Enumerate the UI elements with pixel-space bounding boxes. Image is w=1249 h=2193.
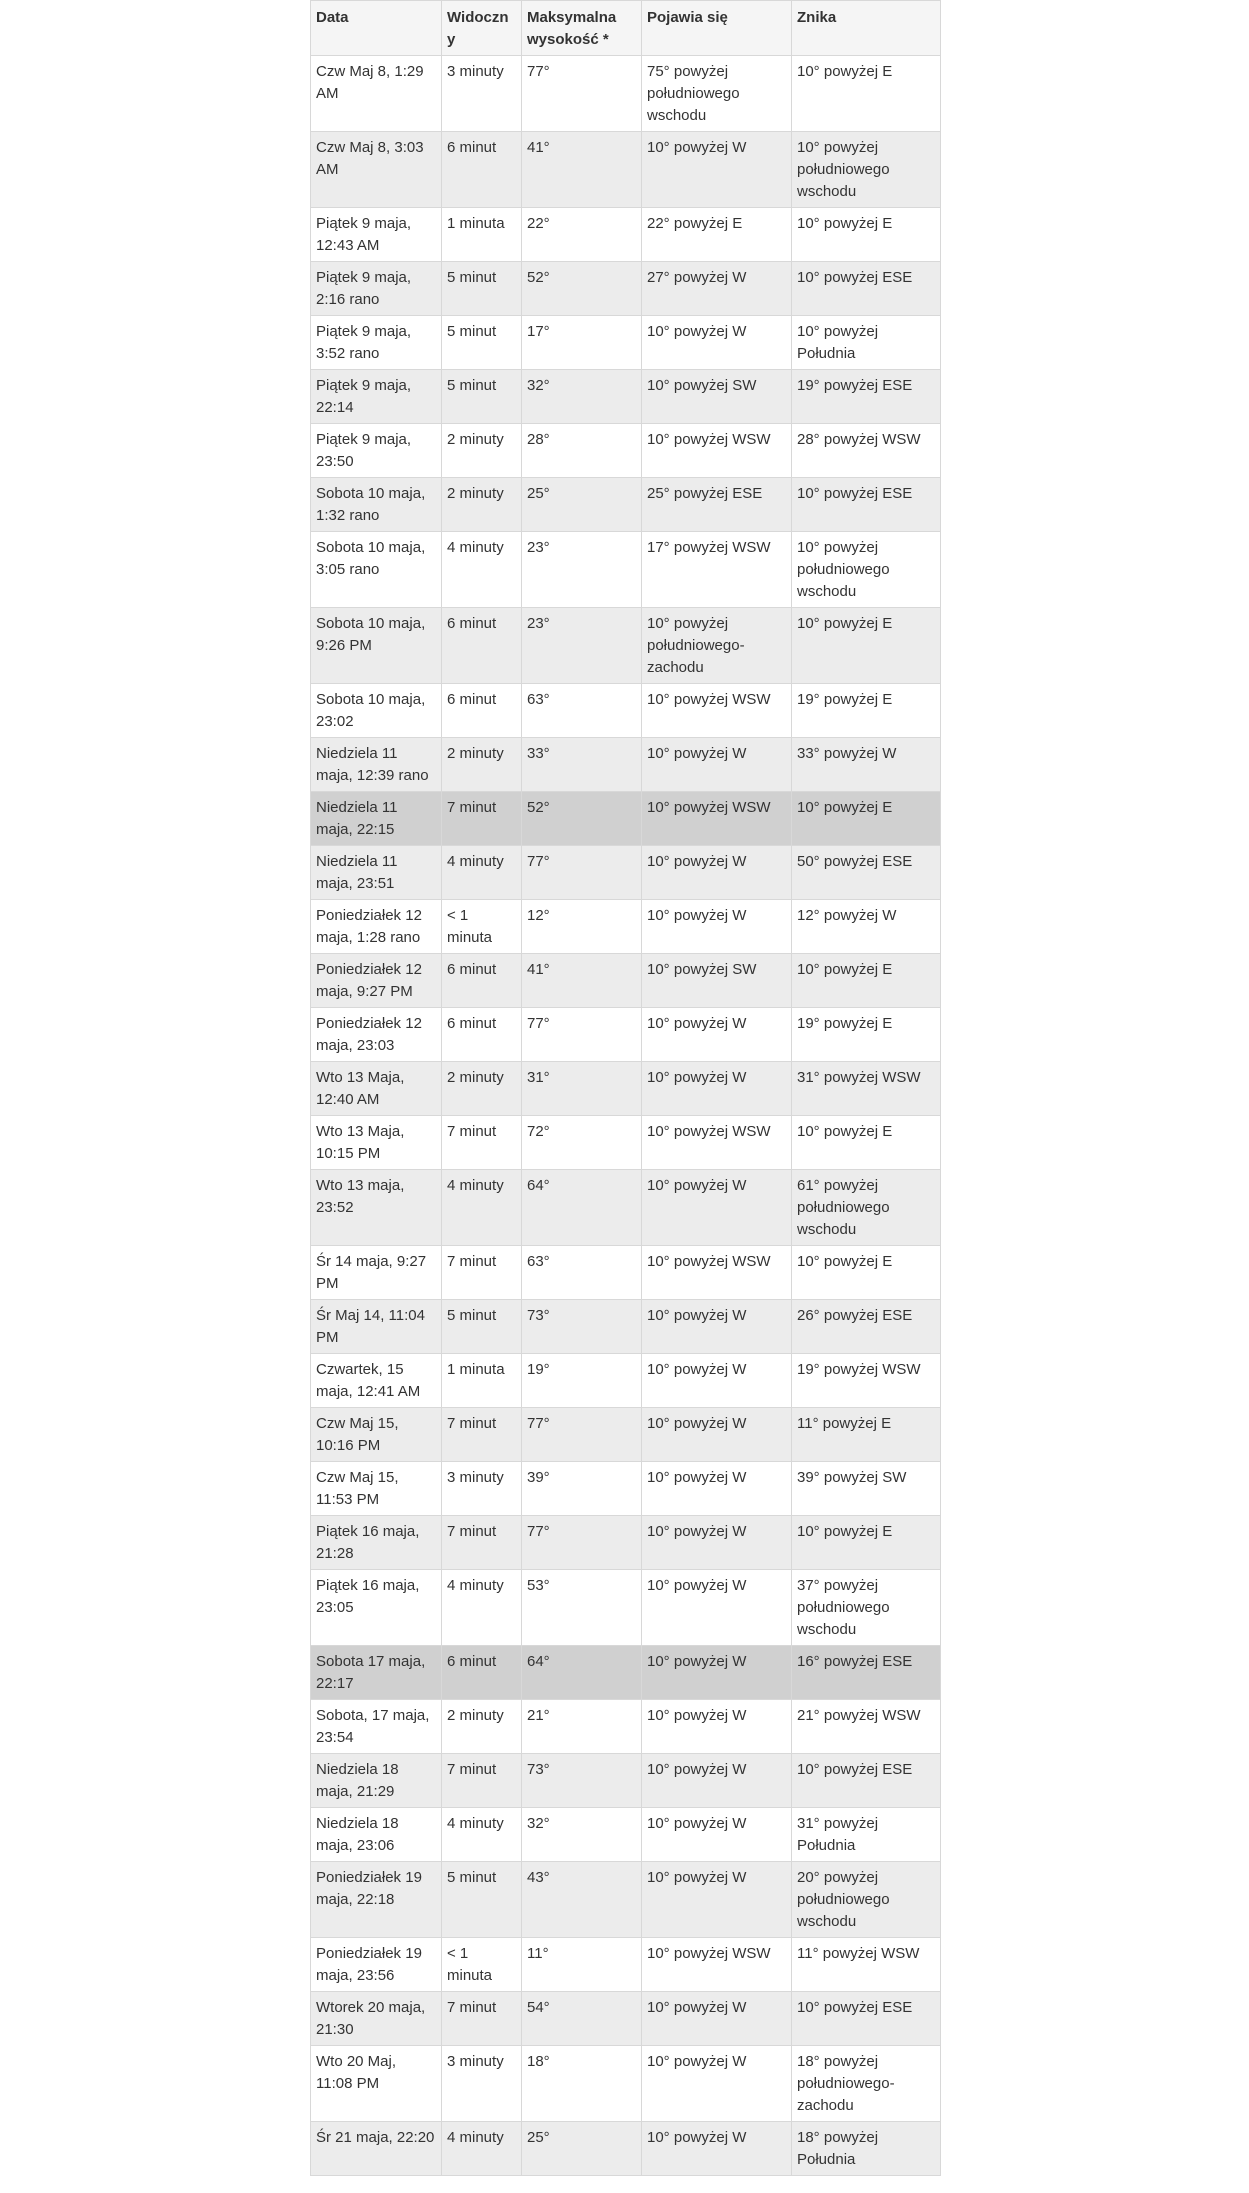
table-body [311, 56, 941, 2176]
cell-date: Poniedziałek 12 maja, 9:27 PM [311, 954, 442, 1008]
table-row [311, 608, 941, 684]
cell-disappears: 10° powyżej E [792, 1246, 941, 1300]
table-row [311, 846, 941, 900]
cell-appears: 10° powyżej W [642, 900, 792, 954]
cell-date: Piątek 9 maja, 22:14 [311, 370, 442, 424]
cell-max-height: 73° [522, 1300, 642, 1354]
cell-disappears: 10° powyżej ESE [792, 1992, 941, 2046]
cell-appears: 10° powyżej W [642, 846, 792, 900]
cell-visible: 2 minuty [442, 1700, 522, 1754]
table-row [311, 208, 941, 262]
cell-date: Sobota 10 maja, 1:32 rano [311, 478, 442, 532]
cell-date: Piątek 9 maja, 23:50 [311, 424, 442, 478]
cell-disappears: 18° powyżej Południa [792, 2122, 941, 2176]
cell-appears: 22° powyżej E [642, 208, 792, 262]
cell-visible: 4 minuty [442, 846, 522, 900]
cell-visible: 4 minuty [442, 2122, 522, 2176]
cell-appears: 10° powyżej W [642, 132, 792, 208]
cell-max-height: 28° [522, 424, 642, 478]
cell-date: Niedziela 11 maja, 23:51 [311, 846, 442, 900]
cell-visible: 7 minut [442, 792, 522, 846]
cell-appears: 10° powyżej W [642, 2046, 792, 2122]
cell-date: Niedziela 18 maja, 23:06 [311, 1808, 442, 1862]
cell-date: Niedziela 11 maja, 22:15 [311, 792, 442, 846]
cell-max-height: 31° [522, 1062, 642, 1116]
cell-max-height: 52° [522, 792, 642, 846]
cell-visible: 1 minuta [442, 208, 522, 262]
cell-appears: 10° powyżej WSW [642, 1116, 792, 1170]
table-row [311, 1992, 941, 2046]
cell-max-height: 72° [522, 1116, 642, 1170]
cell-date: Poniedziałek 12 maja, 1:28 rano [311, 900, 442, 954]
header-visible: Widoczny [442, 1, 522, 56]
table-row [311, 316, 941, 370]
cell-visible: < 1 minuta [442, 900, 522, 954]
cell-visible: 6 minut [442, 684, 522, 738]
cell-date: Piątek 9 maja, 2:16 rano [311, 262, 442, 316]
cell-disappears: 10° powyżej E [792, 608, 941, 684]
cell-max-height: 54° [522, 1992, 642, 2046]
header-appears: Pojawia się [642, 1, 792, 56]
cell-max-height: 25° [522, 2122, 642, 2176]
cell-date: Wto 13 Maja, 10:15 PM [311, 1116, 442, 1170]
sighting-table-container [310, 0, 940, 2176]
cell-appears: 10° powyżej W [642, 1808, 792, 1862]
header-date: Data [311, 1, 442, 56]
cell-disappears: 10° powyżej ESE [792, 262, 941, 316]
cell-max-height: 52° [522, 262, 642, 316]
cell-max-height: 64° [522, 1646, 642, 1700]
table-row [311, 1354, 941, 1408]
cell-appears: 10° powyżej W [642, 1408, 792, 1462]
cell-appears: 10° powyżej SW [642, 370, 792, 424]
cell-max-height: 23° [522, 532, 642, 608]
cell-date: Sobota 17 maja, 22:17 [311, 1646, 442, 1700]
header-max-height: Maksymalna wysokość * [522, 1, 642, 56]
table-row [311, 900, 941, 954]
cell-appears: 10° powyżej W [642, 1646, 792, 1700]
cell-appears: 10° powyżej W [642, 1354, 792, 1408]
table-row [311, 2122, 941, 2176]
cell-date: Sobota, 17 maja, 23:54 [311, 1700, 442, 1754]
cell-disappears: 19° powyżej WSW [792, 1354, 941, 1408]
cell-visible: < 1 minuta [442, 1938, 522, 1992]
cell-max-height: 18° [522, 2046, 642, 2122]
cell-disappears: 11° powyżej WSW [792, 1938, 941, 1992]
table-row [311, 1862, 941, 1938]
cell-disappears: 28° powyżej WSW [792, 424, 941, 478]
cell-visible: 3 minuty [442, 2046, 522, 2122]
cell-visible: 2 minuty [442, 478, 522, 532]
cell-disappears: 10° powyżej E [792, 208, 941, 262]
table-row [311, 132, 941, 208]
cell-disappears: 18° powyżej południowego-zachodu [792, 2046, 941, 2122]
cell-disappears: 20° powyżej południowego wschodu [792, 1862, 941, 1938]
cell-date: Czwartek, 15 maja, 12:41 AM [311, 1354, 442, 1408]
cell-date: Sobota 10 maja, 23:02 [311, 684, 442, 738]
cell-visible: 3 minuty [442, 1462, 522, 1516]
cell-date: Wto 13 Maja, 12:40 AM [311, 1062, 442, 1116]
table-row [311, 1462, 941, 1516]
table-row [311, 1516, 941, 1570]
cell-max-height: 11° [522, 1938, 642, 1992]
cell-visible: 2 minuty [442, 424, 522, 478]
cell-appears: 10° powyżej W [642, 2122, 792, 2176]
table-row [311, 1570, 941, 1646]
cell-date: Wtorek 20 maja, 21:30 [311, 1992, 442, 2046]
cell-date: Piątek 9 maja, 12:43 AM [311, 208, 442, 262]
cell-visible: 5 minut [442, 1300, 522, 1354]
cell-disappears: 50° powyżej ESE [792, 846, 941, 900]
cell-appears: 25° powyżej ESE [642, 478, 792, 532]
cell-max-height: 12° [522, 900, 642, 954]
cell-visible: 7 minut [442, 1516, 522, 1570]
cell-date: Poniedziałek 19 maja, 22:18 [311, 1862, 442, 1938]
cell-visible: 5 minut [442, 316, 522, 370]
cell-appears: 17° powyżej WSW [642, 532, 792, 608]
cell-appears: 10° powyżej W [642, 1862, 792, 1938]
cell-appears: 10° powyżej W [642, 1462, 792, 1516]
cell-appears: 10° powyżej W [642, 1170, 792, 1246]
table-row [311, 532, 941, 608]
cell-disappears: 10° powyżej E [792, 1116, 941, 1170]
cell-max-height: 39° [522, 1462, 642, 1516]
cell-date: Sobota 10 maja, 3:05 rano [311, 532, 442, 608]
cell-appears: 10° powyżej W [642, 1700, 792, 1754]
cell-appears: 10° powyżej południowego-zachodu [642, 608, 792, 684]
cell-disappears: 19° powyżej ESE [792, 370, 941, 424]
cell-visible: 1 minuta [442, 1354, 522, 1408]
cell-date: Czw Maj 8, 3:03 AM [311, 132, 442, 208]
cell-disappears: 19° powyżej E [792, 684, 941, 738]
cell-max-height: 63° [522, 684, 642, 738]
table-row [311, 1300, 941, 1354]
cell-disappears: 31° powyżej WSW [792, 1062, 941, 1116]
cell-date: Śr Maj 14, 11:04 PM [311, 1300, 442, 1354]
cell-visible: 3 minuty [442, 56, 522, 132]
cell-max-height: 77° [522, 56, 642, 132]
cell-appears: 10° powyżej SW [642, 954, 792, 1008]
cell-appears: 10° powyżej WSW [642, 792, 792, 846]
table-row [311, 56, 941, 132]
cell-appears: 10° powyżej W [642, 1992, 792, 2046]
cell-date: Sobota 10 maja, 9:26 PM [311, 608, 442, 684]
table-row [311, 424, 941, 478]
table-row [311, 792, 941, 846]
cell-disappears: 10° powyżej E [792, 792, 941, 846]
cell-max-height: 53° [522, 1570, 642, 1646]
table-row [311, 2046, 941, 2122]
cell-disappears: 10° powyżej E [792, 954, 941, 1008]
table-row [311, 1170, 941, 1246]
header-disappears: Znika [792, 1, 941, 56]
cell-disappears: 61° powyżej południowego wschodu [792, 1170, 941, 1246]
cell-visible: 7 minut [442, 1992, 522, 2046]
cell-max-height: 41° [522, 954, 642, 1008]
cell-appears: 10° powyżej W [642, 1062, 792, 1116]
cell-date: Niedziela 11 maja, 12:39 rano [311, 738, 442, 792]
cell-appears: 10° powyżej W [642, 1516, 792, 1570]
cell-max-height: 77° [522, 1008, 642, 1062]
table-row [311, 1754, 941, 1808]
cell-max-height: 77° [522, 1516, 642, 1570]
cell-date: Śr 21 maja, 22:20 [311, 2122, 442, 2176]
cell-date: Czw Maj 15, 10:16 PM [311, 1408, 442, 1462]
cell-max-height: 41° [522, 132, 642, 208]
cell-disappears: 16° powyżej ESE [792, 1646, 941, 1700]
cell-disappears: 37° powyżej południowego wschodu [792, 1570, 941, 1646]
cell-date: Czw Maj 15, 11:53 PM [311, 1462, 442, 1516]
table-row [311, 1008, 941, 1062]
cell-disappears: 11° powyżej E [792, 1408, 941, 1462]
cell-date: Poniedziałek 19 maja, 23:56 [311, 1938, 442, 1992]
cell-visible: 4 minuty [442, 1170, 522, 1246]
cell-appears: 10° powyżej W [642, 316, 792, 370]
cell-disappears: 10° powyżej E [792, 56, 941, 132]
sighting-table [310, 0, 941, 2176]
table-row [311, 1116, 941, 1170]
cell-appears: 10° powyżej WSW [642, 684, 792, 738]
table-row [311, 478, 941, 532]
cell-date: Piątek 16 maja, 23:05 [311, 1570, 442, 1646]
cell-visible: 5 minut [442, 262, 522, 316]
cell-visible: 2 minuty [442, 1062, 522, 1116]
cell-visible: 7 minut [442, 1246, 522, 1300]
table-row [311, 1246, 941, 1300]
cell-max-height: 22° [522, 208, 642, 262]
cell-date: Wto 13 maja, 23:52 [311, 1170, 442, 1246]
cell-disappears: 12° powyżej W [792, 900, 941, 954]
table-row [311, 738, 941, 792]
cell-disappears: 10° powyżej Południa [792, 316, 941, 370]
cell-disappears: 33° powyżej W [792, 738, 941, 792]
cell-max-height: 77° [522, 1408, 642, 1462]
cell-visible: 7 minut [442, 1754, 522, 1808]
cell-appears: 10° powyżej WSW [642, 1938, 792, 1992]
cell-max-height: 77° [522, 846, 642, 900]
cell-max-height: 32° [522, 370, 642, 424]
table-row [311, 954, 941, 1008]
cell-visible: 4 minuty [442, 1808, 522, 1862]
table-row [311, 370, 941, 424]
cell-appears: 10° powyżej W [642, 1570, 792, 1646]
cell-disappears: 31° powyżej Południa [792, 1808, 941, 1862]
cell-appears: 10° powyżej W [642, 1300, 792, 1354]
table-row [311, 1646, 941, 1700]
table-row [311, 1700, 941, 1754]
header-row [311, 1, 941, 56]
table-row [311, 684, 941, 738]
cell-max-height: 73° [522, 1754, 642, 1808]
cell-visible: 2 minuty [442, 738, 522, 792]
cell-date: Wto 20 Maj, 11:08 PM [311, 2046, 442, 2122]
cell-max-height: 19° [522, 1354, 642, 1408]
table-row [311, 1938, 941, 1992]
table-header [311, 1, 941, 56]
cell-date: Piątek 9 maja, 3:52 rano [311, 316, 442, 370]
cell-date: Piątek 16 maja, 21:28 [311, 1516, 442, 1570]
cell-visible: 5 minut [442, 370, 522, 424]
table-row [311, 262, 941, 316]
cell-disappears: 39° powyżej SW [792, 1462, 941, 1516]
cell-max-height: 23° [522, 608, 642, 684]
cell-appears: 10° powyżej WSW [642, 1246, 792, 1300]
cell-appears: 10° powyżej W [642, 738, 792, 792]
cell-date: Śr 14 maja, 9:27 PM [311, 1246, 442, 1300]
cell-max-height: 17° [522, 316, 642, 370]
cell-date: Czw Maj 8, 1:29 AM [311, 56, 442, 132]
cell-appears: 10° powyżej W [642, 1754, 792, 1808]
cell-disappears: 10° powyżej południowego wschodu [792, 132, 941, 208]
cell-appears: 75° powyżej południowego wschodu [642, 56, 792, 132]
cell-visible: 6 minut [442, 1008, 522, 1062]
cell-appears: 27° powyżej W [642, 262, 792, 316]
cell-disappears: 10° powyżej E [792, 1516, 941, 1570]
cell-disappears: 10° powyżej ESE [792, 1754, 941, 1808]
cell-visible: 4 minuty [442, 532, 522, 608]
table-row [311, 1808, 941, 1862]
cell-max-height: 25° [522, 478, 642, 532]
cell-visible: 6 minut [442, 132, 522, 208]
cell-visible: 6 minut [442, 954, 522, 1008]
cell-max-height: 21° [522, 1700, 642, 1754]
cell-visible: 4 minuty [442, 1570, 522, 1646]
cell-disappears: 26° powyżej ESE [792, 1300, 941, 1354]
cell-visible: 6 minut [442, 1646, 522, 1700]
cell-visible: 6 minut [442, 608, 522, 684]
cell-visible: 7 minut [442, 1116, 522, 1170]
cell-date: Poniedziałek 12 maja, 23:03 [311, 1008, 442, 1062]
cell-visible: 7 minut [442, 1408, 522, 1462]
cell-appears: 10° powyżej W [642, 1008, 792, 1062]
cell-visible: 5 minut [442, 1862, 522, 1938]
cell-disappears: 10° powyżej ESE [792, 478, 941, 532]
table-row [311, 1408, 941, 1462]
cell-appears: 10° powyżej WSW [642, 424, 792, 478]
cell-disappears: 19° powyżej E [792, 1008, 941, 1062]
cell-max-height: 64° [522, 1170, 642, 1246]
cell-max-height: 43° [522, 1862, 642, 1938]
cell-date: Niedziela 18 maja, 21:29 [311, 1754, 442, 1808]
cell-max-height: 63° [522, 1246, 642, 1300]
cell-disappears: 21° powyżej WSW [792, 1700, 941, 1754]
cell-max-height: 33° [522, 738, 642, 792]
cell-max-height: 32° [522, 1808, 642, 1862]
table-row [311, 1062, 941, 1116]
cell-disappears: 10° powyżej południowego wschodu [792, 532, 941, 608]
